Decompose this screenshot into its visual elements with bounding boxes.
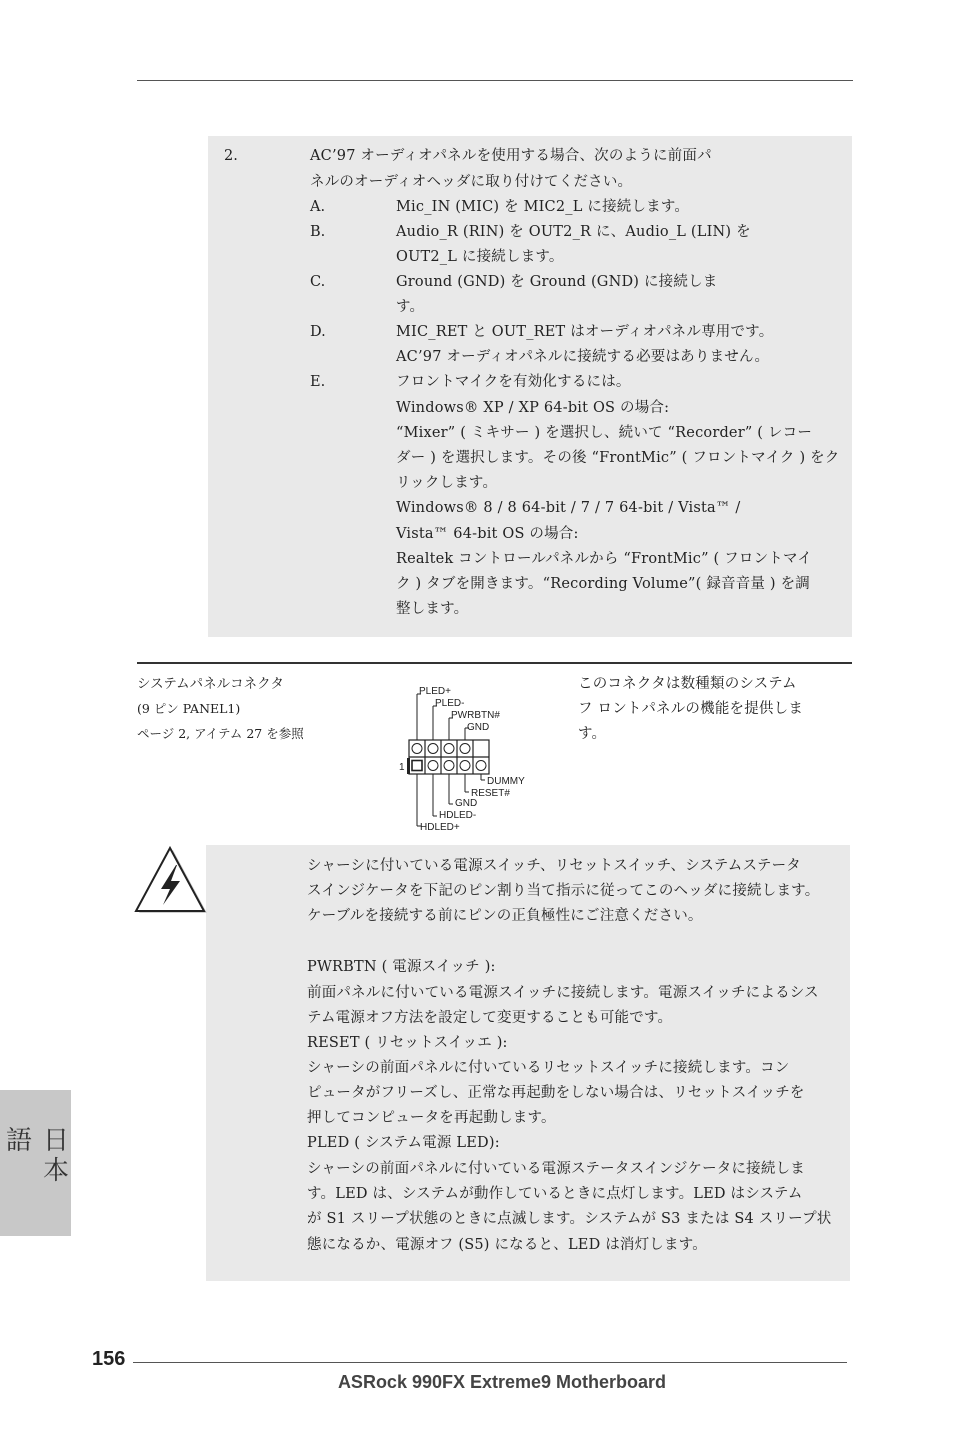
panel-connector-diagram	[395, 680, 545, 835]
pin-label-dummy: DUMMY	[487, 776, 525, 787]
note-item-label: C.	[310, 274, 326, 290]
pin-label-pwrbtn: PWRBTN#	[451, 710, 500, 721]
pin-label-hdled-plus: HDLED+	[420, 822, 460, 833]
connector-subtitle: (9 ピン PANEL1)	[137, 701, 241, 716]
connector-description-line: このコネクタは数種類のシステム	[578, 676, 797, 692]
note-item-line: ダー ) を選択します。その後 “FrontMic” ( フロントマイク ) をク	[396, 450, 840, 466]
note-item-label: B.	[310, 224, 326, 240]
caution-line: PWRBTN ( 電源スイッチ ):	[307, 959, 496, 975]
note-item-line: OUT2_L に接続します。	[396, 249, 564, 265]
note-item-label: A.	[310, 199, 326, 215]
caution-line: 前面パネルに付いている電源スイッチに接続します。電源スイッチによるシス	[307, 985, 819, 1001]
pin-1-label: 1	[399, 762, 405, 773]
caution-line: シャーシに付いている電源スイッチ、リセットスイッチ、システムステータ	[307, 858, 801, 874]
caution-line: 押してコンピュータを再起動します。	[307, 1110, 556, 1126]
note-item-line: Windows® XP / XP 64-bit OS の場合:	[396, 400, 670, 416]
caution-line: ケーブルを接続する前にピンの正負極性にご注意ください。	[307, 908, 703, 924]
note-item-line: す。	[396, 299, 425, 315]
caution-line: PLED ( システム電源 LED):	[307, 1135, 500, 1151]
caution-line: RESET ( リセットスイッエ ):	[307, 1035, 508, 1051]
pin-label-pled-minus: PLED-	[435, 698, 465, 709]
note-item-line: フロントマイクを有効化するには。	[396, 374, 631, 390]
caution-line: が S1 スリープ状態のときに点滅します。システムが S3 または S4 スリープ状	[307, 1211, 832, 1227]
note-item-label: D.	[310, 324, 326, 340]
note-item-label: E.	[310, 374, 326, 390]
connector-title: システムパネルコネクタ	[137, 676, 284, 692]
connector-reference: ページ 2, アイテム 27 を参照	[137, 726, 304, 741]
pin-label-gnd-bottom: GND	[455, 798, 478, 809]
note-item-line: AC’97 オーディオパネルに接続する必要はありません。	[396, 349, 770, 365]
caution-line: シャーシの前面パネルに付いている電源ステータスインジケータに接続しま	[307, 1161, 805, 1177]
note-item-line: リックします。	[396, 475, 498, 491]
note-item-line: Mic_IN (MIC) を MIC2_L に接続します。	[396, 199, 690, 215]
language-side-tab-label: 日本語	[1, 1126, 69, 1186]
connector-description-line: フ ロントパネルの機能を提供しま	[578, 701, 804, 717]
pin-label-reset: RESET#	[471, 788, 510, 799]
footer-title: ASRock 990FX Extreme9 Motherboard	[337, 1372, 667, 1392]
caution-line: シャーシの前面パネルに付いているリセットスイッチに接続します。コン	[307, 1060, 790, 1076]
page-number: 156	[92, 1348, 126, 1370]
section-rule	[137, 662, 852, 664]
caution-line: スインジケータを下記のピン割り当て指示に従ってこのヘッダに接続します。	[307, 883, 820, 899]
warning-lightning-icon	[133, 845, 207, 915]
note-item-line: Realtek コントロールパネルから “FrontMic” ( フロントマイ	[396, 551, 813, 567]
note-item-line: Vista™ 64-bit OS の場合:	[396, 526, 579, 542]
caution-line: テム電源オフ方法を設定して変更することも可能です。	[307, 1010, 673, 1026]
language-side-tab	[0, 1090, 71, 1236]
note-item-line: ク ) タブを開きます。“Recording Volume”( 録音音量 ) を調	[396, 576, 810, 592]
note-item-line: Audio_R (RIN) を OUT2_R に、Audio_L (LIN) を	[396, 224, 751, 240]
note-2-intro-line: AC’97 オーディオパネルを使用する場合、次のように前面パ	[310, 148, 712, 164]
footer-rule	[133, 1362, 847, 1363]
note-item-line: Windows® 8 / 8 64-bit / 7 / 7 64-bit / Vista™ /	[396, 500, 741, 516]
note-item-line: MIC_RET と OUT_RET はオーディオパネル専用です。	[396, 324, 774, 340]
caution-line: す。LED は、システムが動作しているときに点灯します。LED はシステム	[307, 1186, 803, 1202]
connector-description-line: す。	[578, 726, 607, 742]
pin-label-gnd-top: GND	[467, 722, 490, 733]
header-rule	[137, 80, 853, 81]
caution-line: 態になるか、電源オフ (S5) になると、LED は消灯します。	[307, 1237, 707, 1253]
note-2-number: 2.	[224, 148, 238, 164]
note-item-line: Ground (GND) を Ground (GND) に接続しま	[396, 274, 718, 290]
note-item-line: 整します。	[396, 601, 469, 617]
pin-label-hdled-minus: HDLED-	[439, 810, 477, 821]
note-2-intro-line: ネルのオーディオヘッダに取り付けてください。	[310, 174, 633, 190]
pin-label-pled-plus: PLED+	[419, 686, 451, 697]
caution-line: ピュータがフリーズし、正常な再起動をしない場合は、リセットスイッチを	[307, 1085, 805, 1101]
note-item-line: “Mixer” ( ミキサー ) を選択し、続いて “Recorder” ( レコー	[396, 425, 813, 441]
